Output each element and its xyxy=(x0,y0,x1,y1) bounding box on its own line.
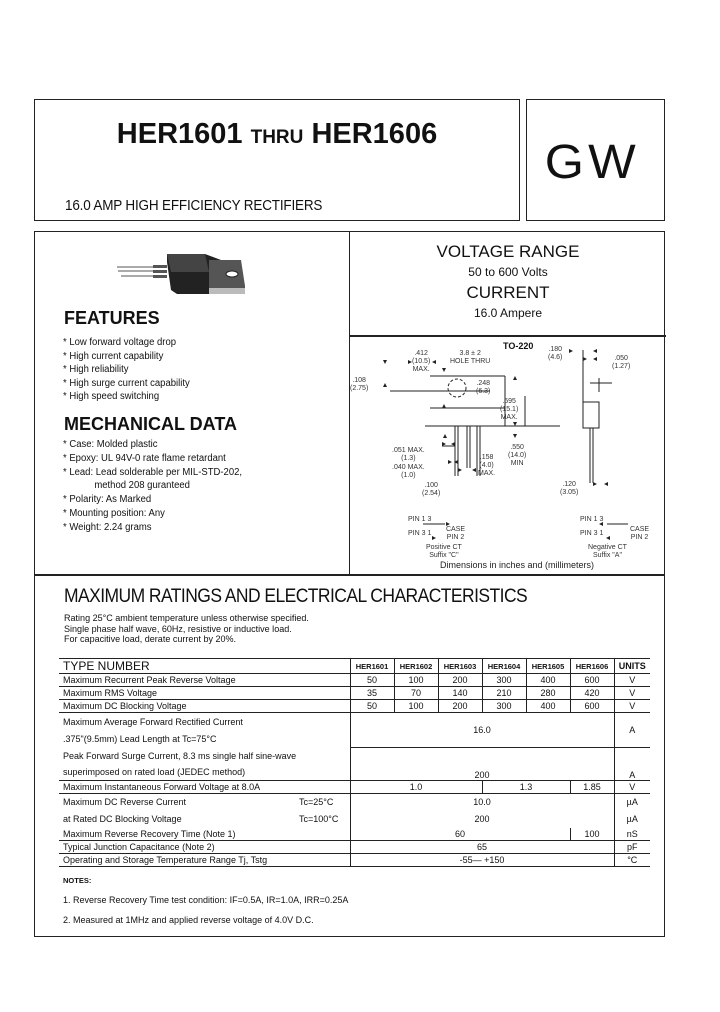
dim-050: .050 (1.27) xyxy=(612,355,631,370)
feature-item: * High reliability xyxy=(63,364,129,375)
mechanical-item: method 208 guranteed xyxy=(94,480,190,492)
dim-120: .120 (3.05) xyxy=(560,481,579,496)
feature-item: * High current capability xyxy=(63,350,164,362)
table-row: Operating and Storage Temperature Range Tj, Tstg -55— +150 °C xyxy=(59,854,650,867)
table-row: at Rated DC Blocking Voltage Tc=100°C 200 µA xyxy=(59,810,650,828)
column-header: HER1601 xyxy=(350,659,394,674)
divider xyxy=(349,335,666,337)
condition-line: For capacitive load, derate current by 20%. xyxy=(64,634,237,645)
dim-100: .100 (2.54) xyxy=(422,482,441,497)
mechanical-list xyxy=(63,438,242,535)
dim-108: .108 (2.75) xyxy=(350,377,369,392)
units-header: UNITS xyxy=(614,659,650,674)
table-row: Maximum Average Forward Rectified Current 16.0 A xyxy=(59,713,650,731)
features-title: FEATURES xyxy=(64,308,160,328)
table-row: Typical Junction Capacitance (Note 2) 65 pF xyxy=(59,841,650,854)
pin-label: PIN 1 3 xyxy=(580,516,604,523)
table-row: Maximum Recurrent Peak Reverse Voltage 50 100 200 300 400 600 V xyxy=(59,674,650,687)
table-row: superimposed on rated load (JEDEC method) xyxy=(59,765,650,781)
notes xyxy=(63,876,348,935)
voltage-heading: VOLTAGE RANGE xyxy=(436,242,580,261)
case-label: CASE PIN 2 xyxy=(630,526,650,541)
voltage-value: 50 to 600 Volts xyxy=(468,265,548,279)
dim-550: .550 (14.0) MIN xyxy=(508,444,527,467)
mechanical-item: * Weight: 2.24 grams xyxy=(63,521,152,533)
mechanical-item: * Epoxy: UL 94V-0 rate flame retardant xyxy=(63,452,226,464)
subtitle: 16.0 AMP HIGH EFFICIENCY RECTIFIERS xyxy=(65,197,323,214)
type-number-header: TYPE NUMBER xyxy=(59,659,350,674)
dim-595: .595 (15.1) MAX. xyxy=(500,398,519,421)
dim-hole: 3.8 ± 2 HOLE THRU xyxy=(450,350,491,365)
thru-label: THRU xyxy=(250,127,304,148)
dim-412: .412 (10.5) MAX. xyxy=(412,350,431,373)
column-header: HER1604 xyxy=(482,659,526,674)
dim-158: .158 (4.0) MAX. xyxy=(478,454,496,477)
mechanical-item: * Lead: Lead solderable per MIL-STD-202, xyxy=(63,466,243,478)
mechanical-item: * Polarity: As Marked xyxy=(63,494,152,506)
pin-label: PIN 3 1 xyxy=(580,530,604,537)
title-box xyxy=(34,99,520,221)
current-heading: CURRENT xyxy=(466,283,550,302)
dimension-note: Dimensions in inches and (millimeters) xyxy=(440,560,595,570)
features-list xyxy=(63,336,190,404)
condition-line: Single phase half wave, 60Hz, resistive or inductive load. xyxy=(64,623,292,635)
pin-label: PIN 1 3 xyxy=(408,516,432,523)
characteristics-title: MAXIMUM RATINGS AND ELECTRICAL CHARACTERISTICS xyxy=(64,586,528,607)
table-header-row xyxy=(59,659,650,674)
condition-line: Rating 25°C ambient temperature unless otherwise specified. xyxy=(64,613,309,624)
page-title xyxy=(35,118,519,151)
ratings-table xyxy=(59,658,650,867)
mechanical-title: MECHANICAL DATA xyxy=(64,414,237,434)
column-header: HER1605 xyxy=(526,659,570,674)
pin-label: PIN 3 1 xyxy=(408,530,432,537)
table-row: .375"(9.5mm) Lead Length at Tc=75°C xyxy=(59,731,650,748)
to220-package-icon xyxy=(115,250,255,295)
part-to: HER1606 xyxy=(311,118,438,150)
case-label: CASE PIN 2 xyxy=(446,526,466,541)
rating-conditions xyxy=(64,614,309,646)
table-row: Maximum DC Blocking Voltage 50 100 200 300 400 600 V xyxy=(59,700,650,713)
info-panel xyxy=(34,231,665,575)
column-header: HER1606 xyxy=(570,659,614,674)
table-row: Maximum Reverse Recovery Time (Note 1) 60 100 nS xyxy=(59,828,650,841)
logo-box xyxy=(526,99,665,221)
brand-logo: GW xyxy=(544,136,640,189)
table-row: Maximum DC Reverse Current Tc=25°C 10.0 µA xyxy=(59,794,650,810)
feature-item: * High speed switching xyxy=(63,391,160,402)
package-label: TO-220 xyxy=(503,341,534,351)
dim-040: .040 MAX. (1.0) xyxy=(392,464,425,479)
notes-heading: NOTES: xyxy=(63,876,92,885)
table-row: Maximum RMS Voltage 35 70 140 210 280 420 V xyxy=(59,687,650,700)
negative-ct-label: Negative CT Suffix "A" xyxy=(588,544,627,559)
note-item: 1. Reverse Recovery Time test condition: IF=0.5A, IR=1.0A, IRR=0.25A xyxy=(63,895,349,905)
dim-248: .248 (6.3) xyxy=(476,380,491,395)
current-value: 16.0 Ampere xyxy=(473,306,543,320)
note-item: 2. Measured at 1MHz and applied reverse voltage of 4.0V D.C. xyxy=(63,915,314,925)
mechanical-item: * Case: Molded plastic xyxy=(63,439,158,450)
feature-item: * High surge current capability xyxy=(63,377,190,389)
feature-item: * Low forward voltage drop xyxy=(63,337,177,348)
dimension-diagram xyxy=(350,338,666,574)
dim-051: .051 MAX. (1.3) xyxy=(392,447,425,462)
column-header: HER1603 xyxy=(438,659,482,674)
dim-180: .180 (4.6) xyxy=(548,346,563,361)
part-from: HER1601 xyxy=(116,118,243,150)
mechanical-item: * Mounting position: Any xyxy=(63,507,165,519)
characteristics-panel xyxy=(34,575,665,937)
table-row: Maximum Instantaneous Forward Voltage at 8.0A 1.0 1.3 1.85 V xyxy=(59,781,650,794)
column-header: HER1602 xyxy=(394,659,438,674)
positive-ct-label: Positive CT Suffix "C" xyxy=(426,544,462,559)
table-row: Peak Forward Surge Current, 8.3 ms single half sine-wave 200 A xyxy=(59,748,650,765)
